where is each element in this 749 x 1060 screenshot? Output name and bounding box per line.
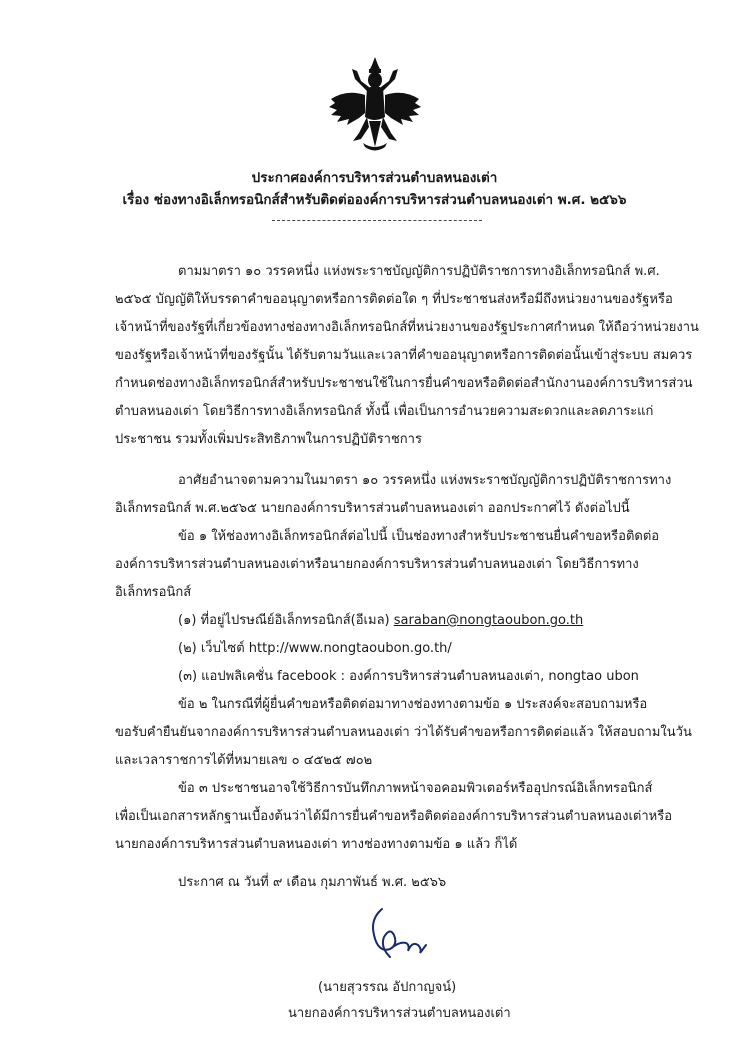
clause-3-line: นายกองค์การบริหารส่วนตำบลหนองเต่า ทางช่องทางตามข้อ ๑ แล้ว ก็ได้ [115, 837, 518, 852]
paragraph-2-line: อาศัยอำนาจตามความในมาตรา ๑๐ วรรคหนึ่ง แห่งพระราชบัญญัติการปฏิบัติราชการทาง [178, 473, 672, 488]
channel-facebook: (๓) แอปพลิเคชั่น facebook : องค์การบริหารส่วนตำบลหนองเต่า, nongtao ubon [178, 669, 639, 684]
paragraph-2-line: อิเล็กทรอนิกส์ พ.ศ.๒๕๖๕ นายกองค์การบริหารส่วนตำบลหนองเต่า ออกประกาศไว้ ดังต่อไปนี้ [115, 501, 630, 516]
handwritten-signature [360, 905, 430, 965]
announcement-date: ประกาศ ณ วันที่ ๙ เดือน กุมภาพันธ์ พ.ศ. ๒๕๖๖ [178, 875, 447, 890]
paragraph-1-line: ๒๕๖๕ บัญญัติให้บรรดาคำขออนุญาตหรือการติดต่อใด ๆ ที่ประชาชนส่งหรือมีถึงหน่วยงานของรัฐหรือ [115, 292, 673, 307]
garuda-emblem-icon [325, 55, 425, 155]
clause-1-line: ข้อ ๑ ให้ช่องทางอิเล็กทรอนิกส์ต่อไปนี้ เป็นช่องทางสำหรับประชาชนยื่นคำขอหรือติดต่อ [178, 529, 660, 544]
signatory-position: นายกองค์การบริหารส่วนตำบลหนองเต่า [288, 1006, 511, 1021]
paragraph-1-line: ของรัฐหรือเจ้าหน้าที่ของรัฐนั้น ได้รับตามวันและเวลาที่คำขออนุญาตหรือการติดต่อนั้นเข้าสู่ระบบ สมควร [115, 348, 693, 363]
clause-2-line: ข้อ ๒ ในกรณีที่ผู้ยื่นคำขอหรือติดต่อมาทางช่องทางตามข้อ ๑ ประสงค์จะสอบถามหรือ [178, 697, 648, 712]
announcement-title: ประกาศองค์การบริหารส่วนตำบลหนองเต่า [251, 170, 498, 186]
channel-email-label: (๑) ที่อยู่ไปรษณีย์อิเล็กทรอนิกส์(อีเมล) [178, 613, 390, 628]
paragraph-1-line: ตามมาตรา ๑๐ วรรคหนึ่ง แห่งพระราชบัญญัติการปฏิบัติราชการทางอิเล็กทรอนิกส์ พ.ศ. [178, 264, 660, 279]
announcement-subject: เรื่อง ช่องทางอิเล็กทรอนิกส์สำหรับติดต่อองค์การบริหารส่วนตำบลหนองเต่า พ.ศ. ๒๕๖๖ [122, 192, 627, 208]
paragraph-1-line: ประชาชน รวมทั้งเพิ่มประสิทธิภาพในการปฏิบัติราชการ [115, 432, 422, 447]
signatory-name: (นายสุวรรณ อัปกาญจน์) [318, 980, 457, 995]
clause-1-line: องค์การบริหารส่วนตำบลหนองเต่าหรือนายกองค์การบริหารส่วนตำบลหนองเต่า โดยวิธีการทาง [115, 557, 639, 572]
title-divider [272, 220, 482, 221]
clause-2-line: ขอรับคำยืนยันจากองค์การบริหารส่วนตำบลหนองเต่า ว่าได้รับคำขอหรือการติดต่อแล้ว ให้สอบถามในวัน [115, 725, 692, 740]
clause-1-line: อิเล็กทรอนิกส์ [115, 585, 192, 600]
paragraph-1-line: ตำบลหนองเต่า โดยวิธีการทางอิเล็กทรอนิกส์ ทั้งนี้ เพื่อเป็นการอำนวยความสะดวกและลดภาระแก่ [115, 404, 654, 419]
channel-email-row [178, 611, 583, 631]
paragraph-1-line: เจ้าหน้าที่ของรัฐที่เกี่ยวข้องทางช่องทางอิเล็กทรอนิกส์ที่หน่วยงานของรัฐประกาศกำหนด ให้ถือว่าหน่วยงาน [115, 320, 699, 335]
clause-2-line: และเวลาราชการได้ที่หมายเลข ๐ ๔๕๒๕ ๗๐๒ [115, 753, 373, 768]
clause-3-line: เพื่อเป็นเอกสารหลักฐานเบื้องต้นว่าได้มีการยื่นคำขอหรือติดต่อองค์การบริหารส่วนตำบลหนองเต่าหรือ [115, 809, 673, 824]
channel-website: (๒) เว็บไซต์ http://www.nongtaoubon.go.th/ [178, 641, 452, 656]
clause-3-line: ข้อ ๓ ประชาชนอาจใช้วิธีการบันทึกภาพหน้าจอคอมพิวเตอร์หรืออุปกรณ์อิเล็กทรอนิกส์ [178, 781, 653, 796]
email-link[interactable]: saraban@nongtaoubon.go.th [393, 613, 584, 628]
paragraph-1-line: กำหนดช่องทางอิเล็กทรอนิกส์สำหรับประชาชนใช้ในการยื่นคำขอหรือติดต่อสำนักงานองค์การบริหารส่วน [115, 376, 693, 391]
